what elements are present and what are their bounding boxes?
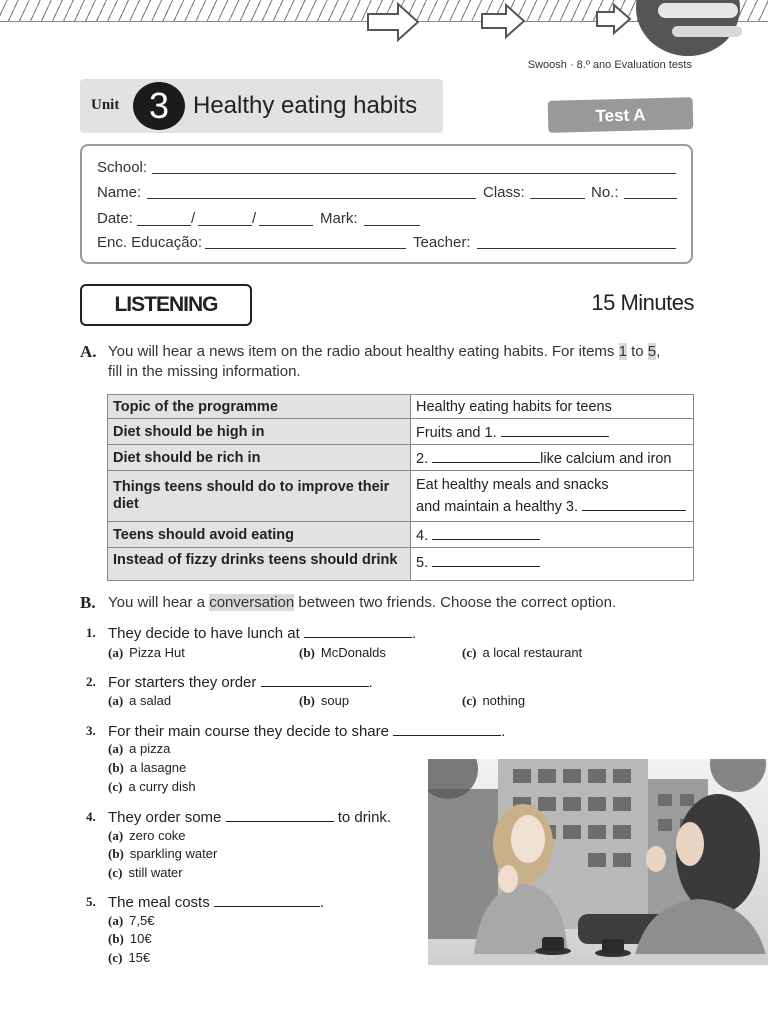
part-b-instruction: You will hear a conversation between two friends. Choose the correct option. xyxy=(108,594,617,611)
question-text: For starters they order . xyxy=(108,674,373,691)
table-value: 2. like calcium and iron xyxy=(411,445,694,471)
number-field[interactable] xyxy=(624,198,677,199)
table-key: Teens should avoid eating xyxy=(108,522,411,548)
mark-field[interactable] xyxy=(364,225,420,226)
name-field[interactable] xyxy=(147,198,476,199)
class-field[interactable] xyxy=(530,198,585,199)
answer-blank[interactable] xyxy=(261,672,369,687)
table-row xyxy=(108,471,694,522)
class-label: Class: xyxy=(483,184,525,201)
date-month-field[interactable] xyxy=(198,225,252,226)
table-key: Instead of fizzy drinks teens should drink xyxy=(108,548,411,581)
option-a[interactable]: (a) Pizza Hut xyxy=(108,645,185,660)
table-value: 4. xyxy=(411,522,694,548)
question-text: The meal costs . xyxy=(108,894,325,911)
table-value: Fruits and 1. xyxy=(411,419,694,445)
enc-label: Enc. Educação: xyxy=(97,234,203,251)
table-value: Healthy eating habits for teens xyxy=(411,395,694,419)
date-separator: / xyxy=(191,210,196,227)
option-a[interactable]: (a) zero coke xyxy=(108,828,186,843)
arrow-right-icon xyxy=(364,0,422,48)
date-separator: / xyxy=(252,210,257,227)
logo-stripe xyxy=(672,26,742,37)
option-b[interactable]: (b) 10€ xyxy=(108,931,152,946)
question-number: 4. xyxy=(86,809,96,824)
answer-blank-4[interactable] xyxy=(432,525,540,540)
arrow-right-icon xyxy=(478,0,528,44)
option-c[interactable]: (c) 15€ xyxy=(108,950,151,965)
teacher-field[interactable] xyxy=(477,248,676,249)
table-key: Topic of the programme xyxy=(108,395,411,419)
answer-blank-2[interactable] xyxy=(432,448,540,463)
option-c[interactable]: (c) nothing xyxy=(462,693,526,708)
info-table xyxy=(107,394,694,581)
table-value: 5. xyxy=(411,548,694,581)
question-number: 1. xyxy=(86,625,96,640)
option-b[interactable]: (b) McDonalds xyxy=(299,645,386,660)
option-b[interactable]: (b) soup xyxy=(299,693,350,708)
part-a-instruction: You will hear a news item on the radio about healthy eating habits. For items 1 to 5, fill in the missing information. xyxy=(108,343,661,380)
question-text: They decide to have lunch at . xyxy=(108,625,417,642)
table-key: Diet should be high in xyxy=(108,419,411,445)
option-b[interactable]: (b) sparkling water xyxy=(108,846,218,861)
table-key: Diet should be rich in xyxy=(108,445,411,471)
unit-label: Unit xyxy=(91,97,120,113)
option-a[interactable]: (a) a pizza xyxy=(108,741,171,756)
test-badge: Test A xyxy=(548,97,694,133)
answer-blank-3[interactable] xyxy=(582,496,686,511)
table-value: Eat healthy meals and snacks and maintain a healthy 3. xyxy=(411,471,694,522)
question-number: 3. xyxy=(86,723,96,738)
answer-blank-5[interactable] xyxy=(432,552,540,567)
option-a[interactable]: (a) a salad xyxy=(108,693,172,708)
table-row xyxy=(108,445,694,471)
unit-title: Healthy eating habits xyxy=(193,92,418,119)
logo-stripe xyxy=(658,3,738,18)
option-c[interactable]: (c) a curry dish xyxy=(108,779,196,794)
table-row xyxy=(108,548,694,581)
time-limit: 15 Minutes xyxy=(591,290,694,315)
option-a[interactable]: (a) 7,5€ xyxy=(108,913,155,928)
question-text: They order some to drink. xyxy=(108,809,392,826)
arrow-right-icon xyxy=(594,0,634,40)
mark-label: Mark: xyxy=(320,210,358,227)
table-key: Things teens should do to improve their diet xyxy=(108,471,411,522)
number-label: No.: xyxy=(591,184,619,201)
date-label: Date: xyxy=(97,210,133,227)
answer-blank[interactable] xyxy=(304,623,412,638)
unit-number: 3 xyxy=(133,82,185,130)
section-label: LISTENING xyxy=(80,284,252,326)
teacher-label: Teacher: xyxy=(413,234,471,251)
school-field[interactable] xyxy=(152,173,676,174)
question-number: 2. xyxy=(86,674,96,689)
question-number: 5. xyxy=(86,894,96,909)
question-text: For their main course they decide to share . xyxy=(108,723,506,740)
answer-blank-1[interactable] xyxy=(501,422,609,437)
option-c[interactable]: (c) a local restaurant xyxy=(462,645,583,660)
answer-blank[interactable] xyxy=(393,721,501,736)
part-a-letter: A. xyxy=(80,342,97,361)
table-row xyxy=(108,522,694,548)
series-title: Swoosh · 8.º ano Evaluation tests xyxy=(527,59,692,71)
enc-field[interactable] xyxy=(205,248,406,249)
table-row xyxy=(108,419,694,445)
option-b[interactable]: (b) a lasagne xyxy=(108,760,187,775)
name-label: Name: xyxy=(97,184,142,201)
part-b-letter: B. xyxy=(80,593,96,612)
school-label: School: xyxy=(97,159,148,176)
cafe-photo xyxy=(428,759,768,965)
option-c[interactable]: (c) still water xyxy=(108,865,183,880)
date-year-field[interactable] xyxy=(259,225,313,226)
answer-blank[interactable] xyxy=(214,892,320,907)
table-row xyxy=(108,395,694,419)
date-day-field[interactable] xyxy=(137,225,191,226)
answer-blank[interactable] xyxy=(226,807,334,822)
